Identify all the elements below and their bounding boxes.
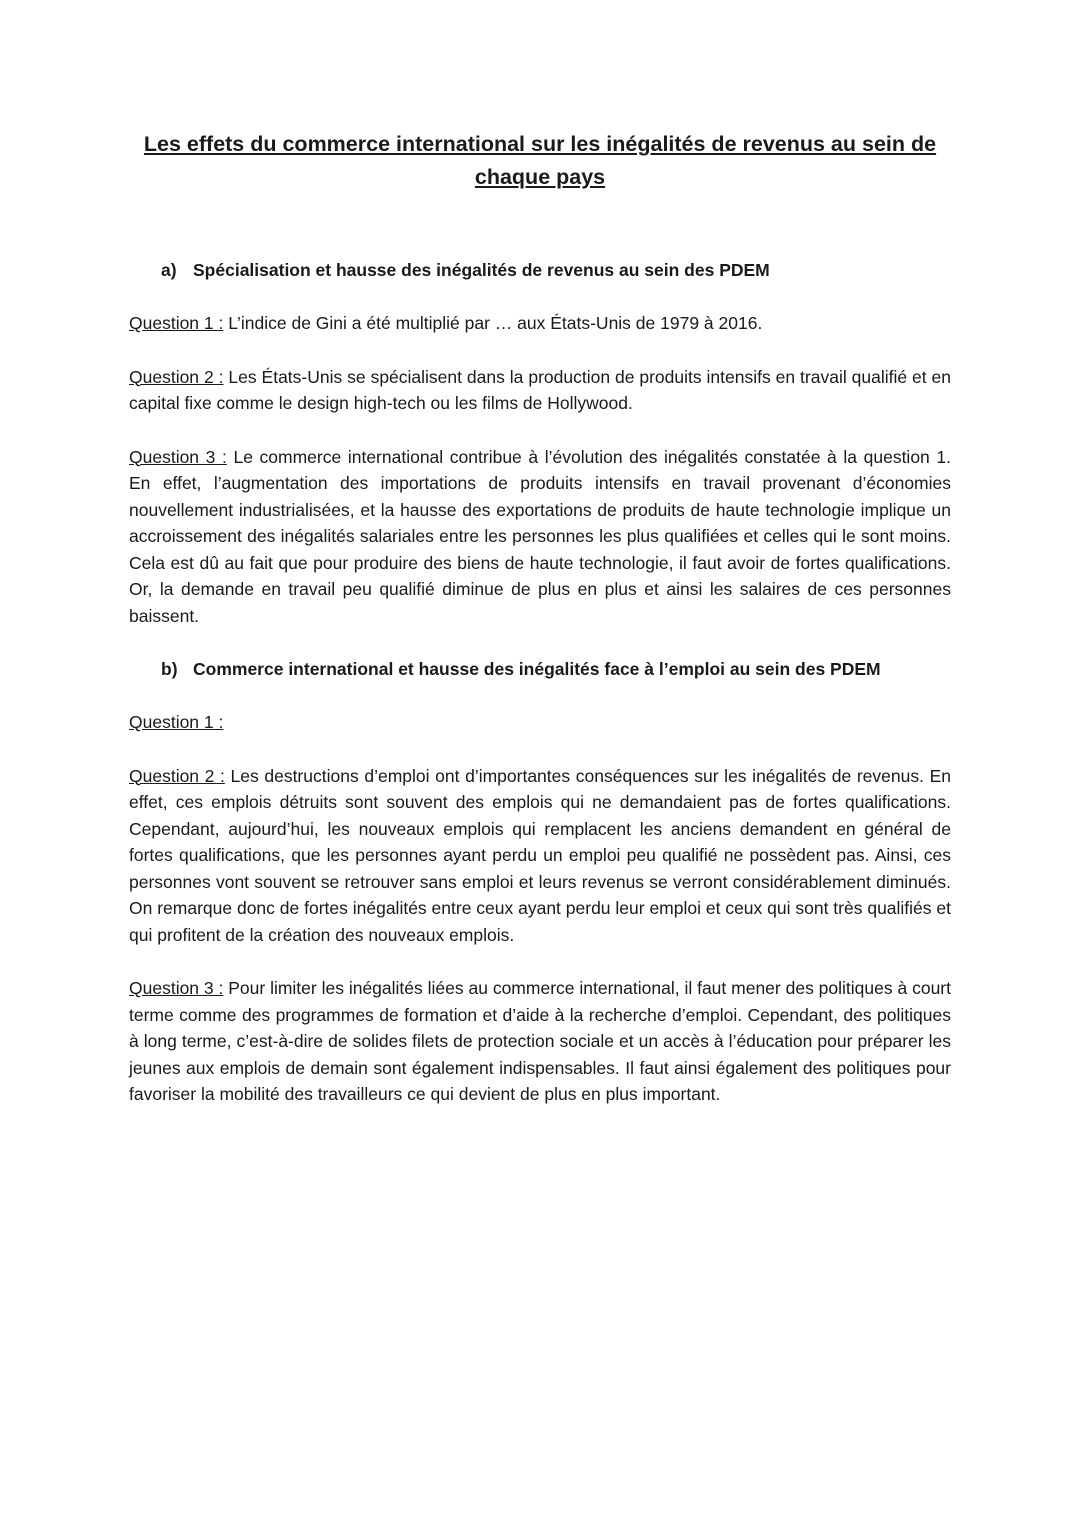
question-answer: L’indice de Gini a été multiplié par … aux États-Unis de 1979 à 2016. xyxy=(223,313,763,333)
question-b3 xyxy=(129,975,951,1108)
section-heading-a xyxy=(129,257,951,283)
section-title: Spécialisation et hausse des inégalités de revenus au sein des PDEM xyxy=(193,260,770,280)
question-b1 xyxy=(129,709,951,736)
document-title: Les effets du commerce international sur les inégalités de revenus au sein de chaque pays xyxy=(143,132,937,189)
document-page xyxy=(129,128,951,1108)
question-label: Question 3 : xyxy=(129,978,224,998)
question-label: Question 1 : xyxy=(129,313,224,333)
question-a2 xyxy=(129,364,951,417)
question-answer: Le commerce international contribue à l’évolution des inégalités constatée à la question 1. En effet, l’augmentation des importations de produits intensifs en travail provenant d’économies nouvellement industrialisées, et la hausse des exportations de produits de haute technologie implique un accroissement des inégalités salariales entre les personnes les plus qualifiées et celles qui le sont moins. Cela est dû au fait que pour produire des biens de haute technologie, il faut avoir de fortes qualifications. Or, la demande en travail peu qualifié diminue de plus en plus et ainsi les salaires de ces personnes baissent. xyxy=(129,446,951,626)
question-b2 xyxy=(129,763,951,949)
question-label: Question 2 : xyxy=(129,765,225,786)
question-answer: Pour limiter les inégalités liées au commerce international, il faut mener des politiques à court terme comme des programmes de formation et d’aide à la recherche d’emploi. Cependant, des politiques à long terme, c’est-à-dire de solides filets de protection sociale et un accès à l’éducation pour préparer les jeunes aux emplois de demain sont également indispensables. Il faut ainsi également des politiques pour favoriser la mobilité des travailleurs ce qui devient de plus en plus important. xyxy=(129,978,951,1104)
question-label: Question 2 : xyxy=(129,366,224,387)
question-answer: Les États-Unis se spécialisent dans la production de produits intensifs en travail qualifié et en capital fixe comme le design high-tech ou les films de Hollywood. xyxy=(129,366,951,413)
question-label: Question 1 : xyxy=(129,712,224,732)
question-a3 xyxy=(129,444,951,630)
section-letter: a) xyxy=(161,260,177,280)
question-label: Question 3 : xyxy=(129,446,227,467)
section-heading-b xyxy=(129,656,951,682)
section-letter: b) xyxy=(161,659,178,679)
question-a1 xyxy=(129,310,951,337)
section-title: Commerce international et hausse des inégalités face à l’emploi au sein des PDEM xyxy=(193,659,881,679)
question-answer: Les destructions d’emploi ont d’importantes conséquences sur les inégalités de revenus. En effet, ces emplois détruits sont souvent des emplois qui ne demandaient pas de fortes qualifications. Cependant, aujourd’hui, les nouveaux emplois qui remplacent les anciens demandent en général de fortes qualifications, que les personnes ayant perdu un emploi peu qualifié ne possèdent pas. Ainsi, ces personnes vont souvent se retrouver sans emploi et leurs revenus se verront considérablement diminués. On remarque donc de fortes inégalités entre ceux ayant perdu leur emploi et ceux qui sont très qualifiés et qui profitent de la création des nouveaux emplois. xyxy=(129,765,951,945)
